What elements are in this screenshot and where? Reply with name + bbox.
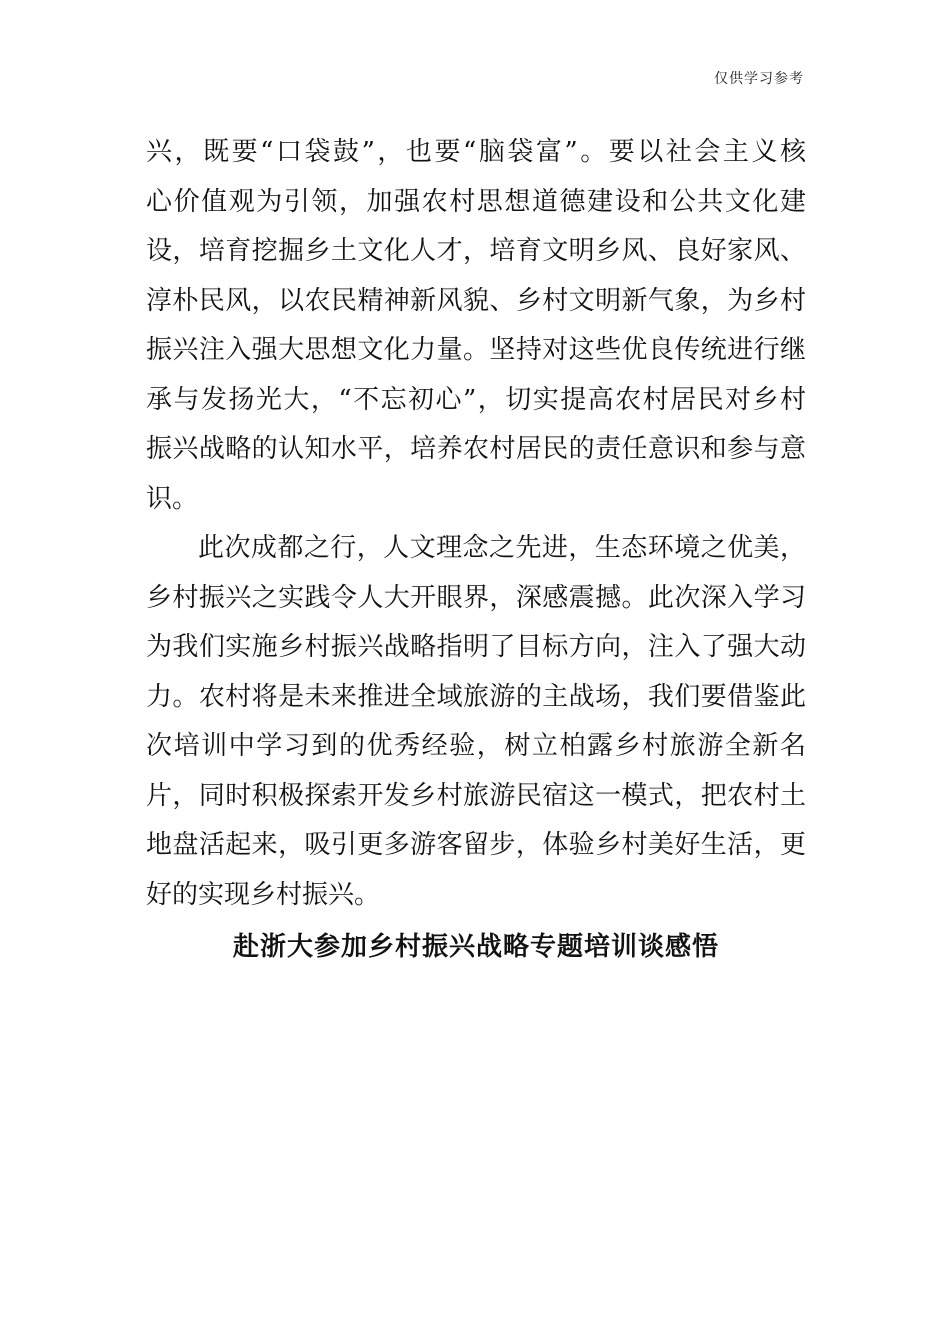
text-line: 承与发扬光大，“不忘初心”，切实提高农村居民对乡村 — [146, 384, 806, 415]
text-line: 次培训中学习到的优秀经验，树立柏露乡村旅游全新名 — [146, 731, 806, 761]
text-line: 兴，既要“口袋鼓”，也要“脑袋富”。要以社会主义核 — [146, 137, 806, 167]
text-line: 心价值观为引领，加强农村思想道德建设和公共文化建 — [146, 186, 806, 217]
text-line: 力。农村将是未来推进全域旅游的主战场，我们要借鉴此 — [146, 681, 806, 712]
paragraph — [146, 128, 806, 524]
header-note: 仅供学习参考 — [714, 71, 804, 87]
document-body — [146, 128, 806, 920]
text-line: 淳朴民风，以农民精神新风貌、乡村文明新气象，为乡村 — [146, 285, 806, 316]
section-title: 赴浙大参加乡村振兴战略专题培训谈感悟 — [232, 932, 719, 962]
text-line: 识。 — [146, 483, 199, 514]
text-line: 好的实现乡村振兴。 — [146, 879, 381, 910]
text-line: 振兴注入强大思想文化力量。坚持对这些优良传统进行继 — [146, 335, 806, 365]
text-line: 乡村振兴之实践令人大开眼界，深感震撼。此次深入学习 — [146, 582, 806, 613]
text-line: 设，培育挖掘乡土文化人才，培育文明乡风、良好家风、 — [146, 236, 806, 266]
paragraph — [146, 524, 806, 920]
text-line: 地盘活起来，吸引更多游客留步，体验乡村美好生活，更 — [146, 830, 806, 860]
text-line: 为我们实施乡村振兴战略指明了目标方向，注入了强大动 — [146, 632, 806, 662]
text-line: 此次成都之行，人文理念之先进，生态环境之优美， — [198, 533, 806, 563]
text-line: 片，同时积极探索开发乡村旅游民宿这一模式，把农村土 — [146, 780, 806, 811]
text-line: 振兴战略的认知水平，培养农村居民的责任意识和参与意 — [146, 434, 806, 464]
